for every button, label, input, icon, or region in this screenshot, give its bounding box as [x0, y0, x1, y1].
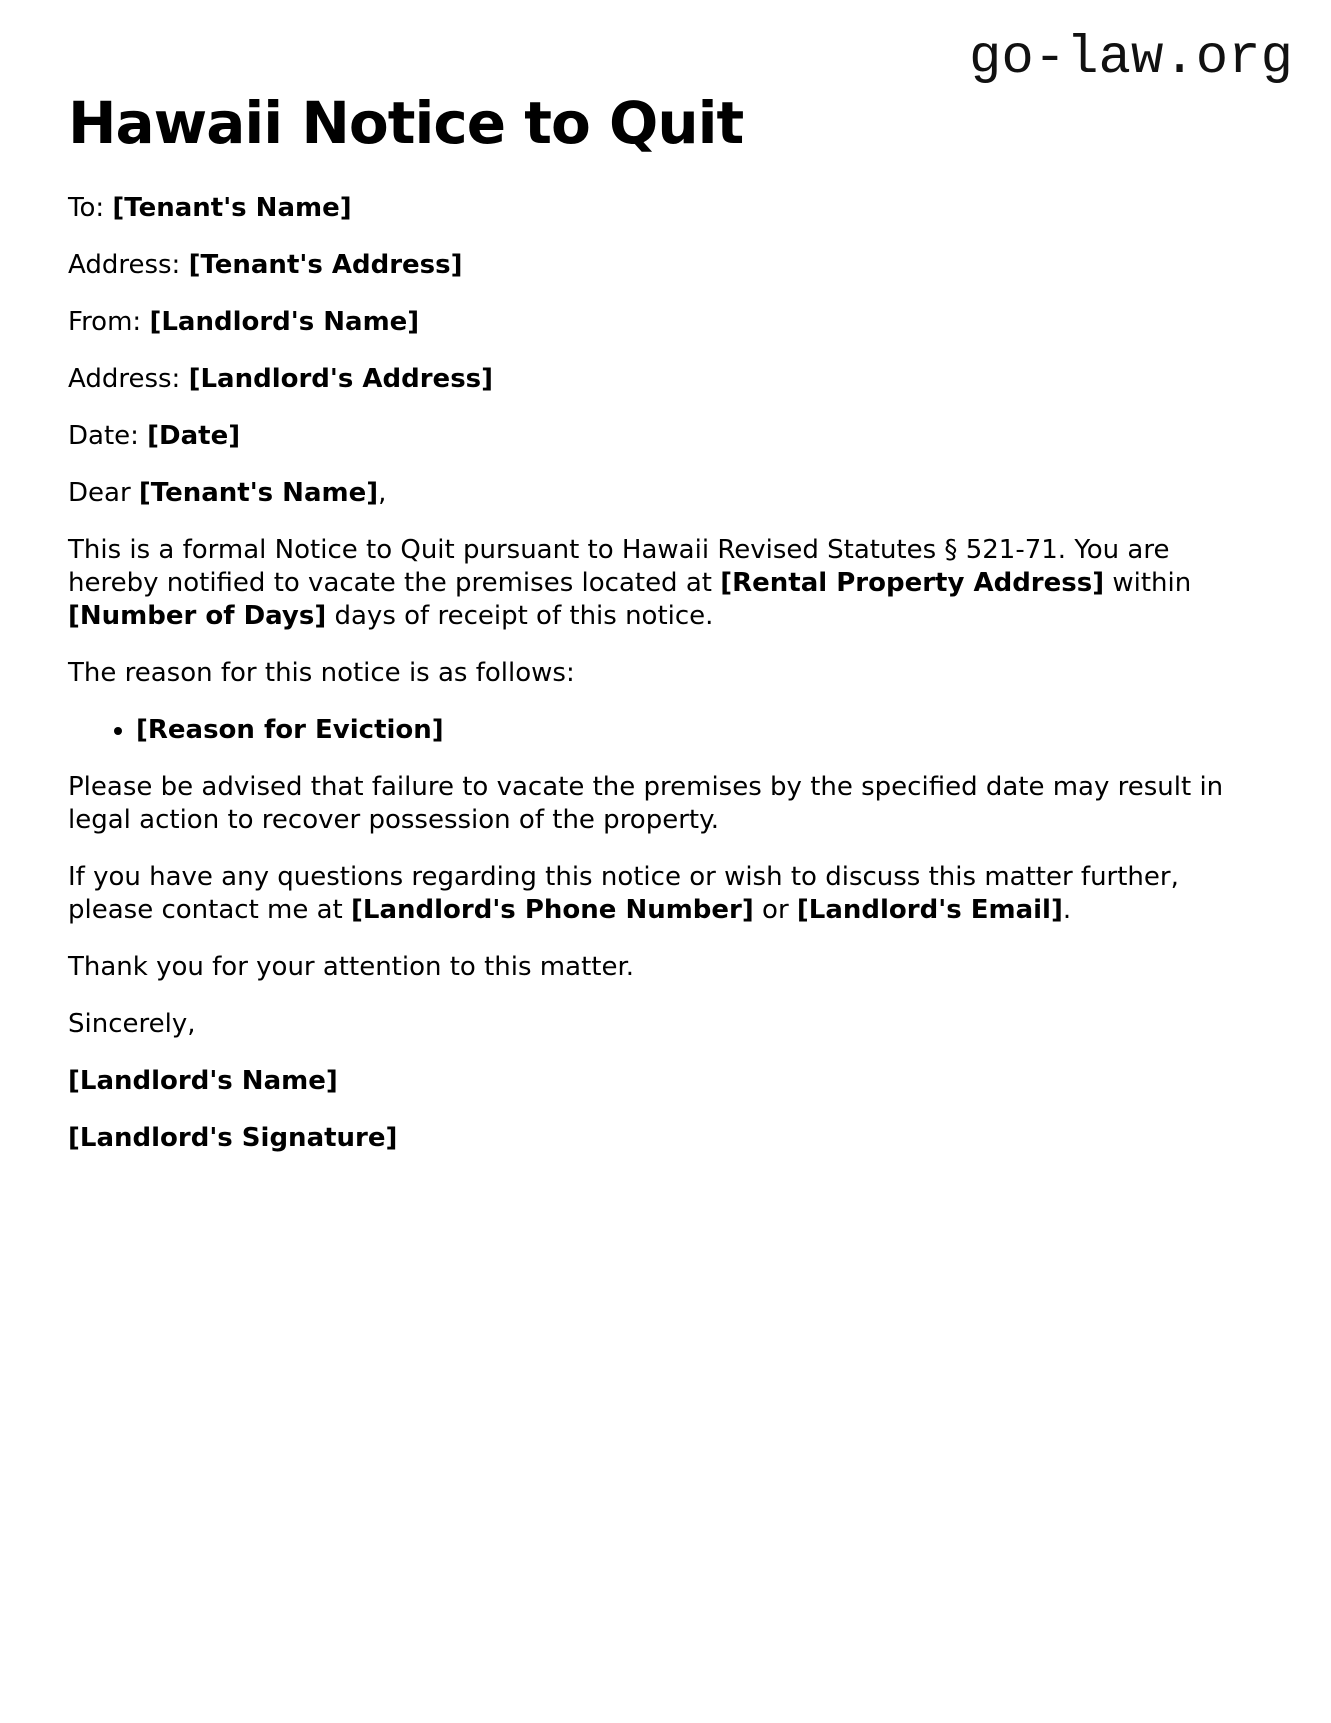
date-placeholder: [Date]	[147, 421, 241, 451]
notice-text-3: days of receipt of this notice.	[326, 601, 714, 631]
date-label: Date:	[68, 421, 148, 451]
date-line	[68, 420, 1263, 453]
contact-paragraph	[68, 861, 1263, 927]
reason-intro-paragraph: The reason for this notice is as follows:	[68, 658, 575, 688]
to-line	[68, 192, 1263, 225]
notice-text-2: within	[1104, 568, 1192, 598]
tenant-address-label: Address:	[68, 250, 189, 280]
warning-paragraph: Please be advised that failure to vacate the premises by the specified date may result in legal action to recover possession of the property.	[68, 772, 1224, 835]
notice-text-1: This is a formal Notice to Quit pursuant to Hawaii Revised Statutes § 521-71. You are hereby notified to vacate the premises located at	[68, 535, 1170, 598]
salutation-prefix: Dear	[68, 478, 139, 508]
closing-line: Sincerely,	[68, 1009, 196, 1039]
salutation-line	[68, 477, 1263, 510]
landlord-email-placeholder: [Landlord's Email]	[796, 895, 1063, 925]
from-line	[68, 306, 1263, 339]
contact-text-2: or	[753, 895, 797, 925]
to-label: To:	[68, 193, 113, 223]
tenant-name-placeholder: [Tenant's Name]	[112, 193, 352, 223]
brand-logo: go-law.org	[968, 28, 1293, 89]
rental-address-placeholder: [Rental Property Address]	[720, 568, 1105, 598]
contact-text-3: .	[1062, 895, 1072, 925]
page-title: Hawaii Notice to Quit	[68, 89, 744, 157]
salutation-name-placeholder: [Tenant's Name]	[138, 478, 379, 508]
number-of-days-placeholder: [Number of Days]	[68, 601, 327, 631]
reason-item: • [Reason for Eviction]	[136, 714, 1263, 747]
landlord-address-line	[68, 363, 1263, 396]
tenant-address-placeholder: [Tenant's Address]	[188, 250, 463, 280]
landlord-address-placeholder: [Landlord's Address]	[188, 364, 494, 394]
contact-text-1: If you have any questions regarding this notice or wish to discuss this matter further, please contact me at	[68, 862, 1179, 925]
landlord-address-label: Address:	[68, 364, 189, 394]
reason-list	[68, 714, 1263, 747]
notice-paragraph	[68, 534, 1263, 633]
from-label: From:	[68, 307, 150, 337]
landlord-name-placeholder: [Landlord's Name]	[149, 307, 420, 337]
landlord-phone-placeholder: [Landlord's Phone Number]	[351, 895, 754, 925]
salutation-suffix: ,	[378, 478, 387, 508]
signature-placeholder-line: [Landlord's Signature]	[68, 1123, 398, 1153]
signature-name-line: [Landlord's Name]	[68, 1066, 338, 1096]
thanks-paragraph: Thank you for your attention to this matter.	[68, 952, 635, 982]
tenant-address-line	[68, 249, 1263, 282]
